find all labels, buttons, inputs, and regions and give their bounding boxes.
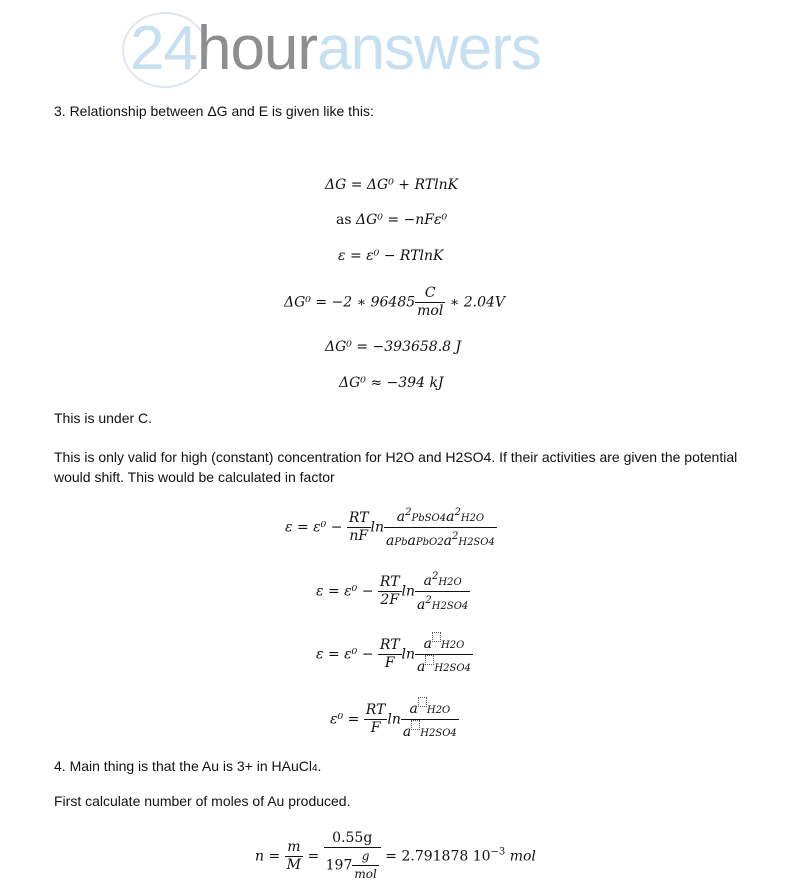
q3-intro: 3. Relationship between ΔG and E is given like this: (54, 103, 374, 119)
eq4-left: ΔG⁰ = −2 ∗ 96485 (284, 294, 416, 311)
nernst1-rt: RT (348, 510, 369, 526)
a-symbol: a (417, 597, 426, 613)
exp: 2 (451, 531, 459, 542)
moles-molar-mass (324, 848, 381, 883)
nernst2-rt: RT (379, 574, 400, 590)
moles-m-over-M (285, 839, 303, 874)
a-symbol: a (446, 509, 455, 525)
moles-result: = 2.791878 10 (380, 848, 491, 865)
eq4-denominator: mol (417, 303, 444, 319)
a-symbol: a (396, 509, 406, 525)
nernst3-ln: ln (401, 646, 416, 663)
exp: 2 (405, 507, 412, 518)
eq-as-prefix: as (336, 212, 356, 228)
nernst1-rt-nf (347, 510, 371, 545)
moles-M: M (286, 857, 301, 873)
equation-standard-gibbs (336, 211, 447, 229)
under-c-text: This is under C. (54, 410, 153, 426)
nernst2-activity-num (415, 568, 470, 592)
a-symbol: a (423, 573, 433, 589)
nernst3-activity-num (415, 632, 473, 655)
nernst4-rt-f (364, 702, 388, 737)
nernst1-nf: nF (349, 528, 369, 544)
nernst1-activity-fraction (384, 504, 497, 551)
nernst4-activity-num (401, 697, 459, 720)
logo-text (130, 14, 541, 84)
sub-pb: Pb (394, 537, 408, 548)
moles-exponent: −3 (490, 846, 506, 858)
nernst-full (285, 504, 497, 551)
nernst2-lhs: ε = ε⁰ − (316, 583, 378, 600)
sub-h2o: H2O (460, 513, 485, 524)
logo-24: 24 (130, 14, 197, 83)
nernst4-f: F (370, 720, 381, 736)
a-symbol: a (443, 533, 452, 549)
a-symbol: a (407, 533, 416, 549)
equation-potential: ε = ε⁰ − RTlnK (338, 248, 444, 264)
placeholder-box (418, 697, 427, 707)
nernst3-rt-f (378, 637, 402, 672)
nernst1-activity-num (384, 504, 497, 528)
moles-mass: 0.55g (324, 830, 381, 848)
q4-intro-subscript: 4 (311, 763, 318, 774)
nernst3-activity-fraction (415, 632, 473, 677)
sub-h2so4: H2SO4 (458, 537, 495, 548)
sub-pbso4: PbSO4 (411, 513, 447, 524)
moles-equation (255, 830, 536, 883)
unit-g: g (352, 848, 378, 866)
exp: 2 (425, 595, 432, 606)
nernst3-lhs: ε = ε⁰ − (316, 646, 378, 663)
moles-unit: mol (505, 848, 536, 865)
eq4-numerator: C (415, 285, 445, 303)
nernst2-2f: 2F (380, 592, 400, 608)
nernst-2f (316, 568, 470, 615)
nernst4-ln: ln (387, 711, 401, 728)
molar-mass-value: 197 (325, 857, 353, 874)
nernst4-activity-fraction (401, 697, 459, 742)
exp: 2 (454, 507, 461, 518)
eq-standard-gibbs-body: ΔG⁰ = −nFε⁰ (355, 212, 448, 228)
nernst4-activity-den (401, 720, 459, 742)
equation-gibbs-value (284, 285, 505, 320)
nernst3-activity-den (415, 655, 473, 677)
sub-h2so4: H2SO4 (420, 728, 457, 739)
a-symbol: a (417, 659, 426, 675)
eq4-right: ∗ 2.04V (445, 294, 506, 311)
equation-gibbs-kj: ΔG⁰ ≈ −394 kJ (339, 375, 444, 391)
nernst3-rt: RT (379, 637, 400, 653)
nernst-f (316, 632, 473, 677)
a-symbol: a (402, 724, 412, 740)
unit-mol: mol (354, 867, 377, 881)
nernst2-rt-2f (378, 574, 402, 609)
nernst1-lhs: ε = ε⁰ − (285, 519, 347, 536)
a-symbol: a (409, 701, 418, 717)
nernst1-ln: ln (370, 519, 385, 536)
eq4-fraction (415, 285, 445, 320)
moles-m: m (285, 839, 303, 857)
standard-potential-expression (330, 697, 459, 742)
nernst3-f: F (384, 655, 395, 671)
q4-intro-text: 4. Main thing is that the Au is 3+ in HAuCl (54, 758, 312, 774)
placeholder-box (411, 720, 420, 730)
sub-h2o: H2O (438, 577, 462, 588)
nernst4-lhs: ε⁰ = (330, 711, 364, 728)
moles-value-fraction (324, 830, 381, 883)
equation-gibbs-joules: ΔG⁰ = −393658.8 J (325, 339, 462, 355)
placeholder-box (432, 632, 441, 642)
nernst1-activity-den (384, 528, 497, 551)
nernst2-ln: ln (401, 583, 416, 600)
nernst2-activity-fraction (415, 568, 470, 615)
logo-hour: hour (196, 14, 318, 83)
logo-answers: answers (317, 14, 541, 83)
validity-paragraph: This is only valid for high (constant) concentration for H2O and H2SO4. If their activities are given the potential would shift. This would be calculated in factor (54, 449, 738, 485)
nernst2-activity-den (415, 592, 470, 615)
moles-equals: = (303, 848, 324, 865)
sub-pbo2: PbO2 (415, 537, 444, 548)
q4-intro-suffix: . (317, 758, 322, 774)
q4-intro (54, 756, 321, 779)
sub-h2o: H2O (426, 705, 451, 716)
sub-h2o: H2O (441, 640, 465, 651)
equation-gibbs: ΔG = ΔG⁰ + RTlnK (325, 177, 459, 193)
a-symbol: a (423, 636, 433, 652)
moles-lhs: n = (255, 848, 285, 865)
sub-h2so4: H2SO4 (431, 601, 469, 612)
a-symbol: a (386, 533, 395, 549)
sub-h2so4: H2SO4 (434, 663, 471, 674)
molar-mass-unit (352, 848, 378, 883)
q4-moles-text: First calculate number of moles of Au produced. (54, 793, 351, 809)
exp: 2 (432, 571, 439, 582)
nernst4-rt: RT (365, 702, 386, 718)
